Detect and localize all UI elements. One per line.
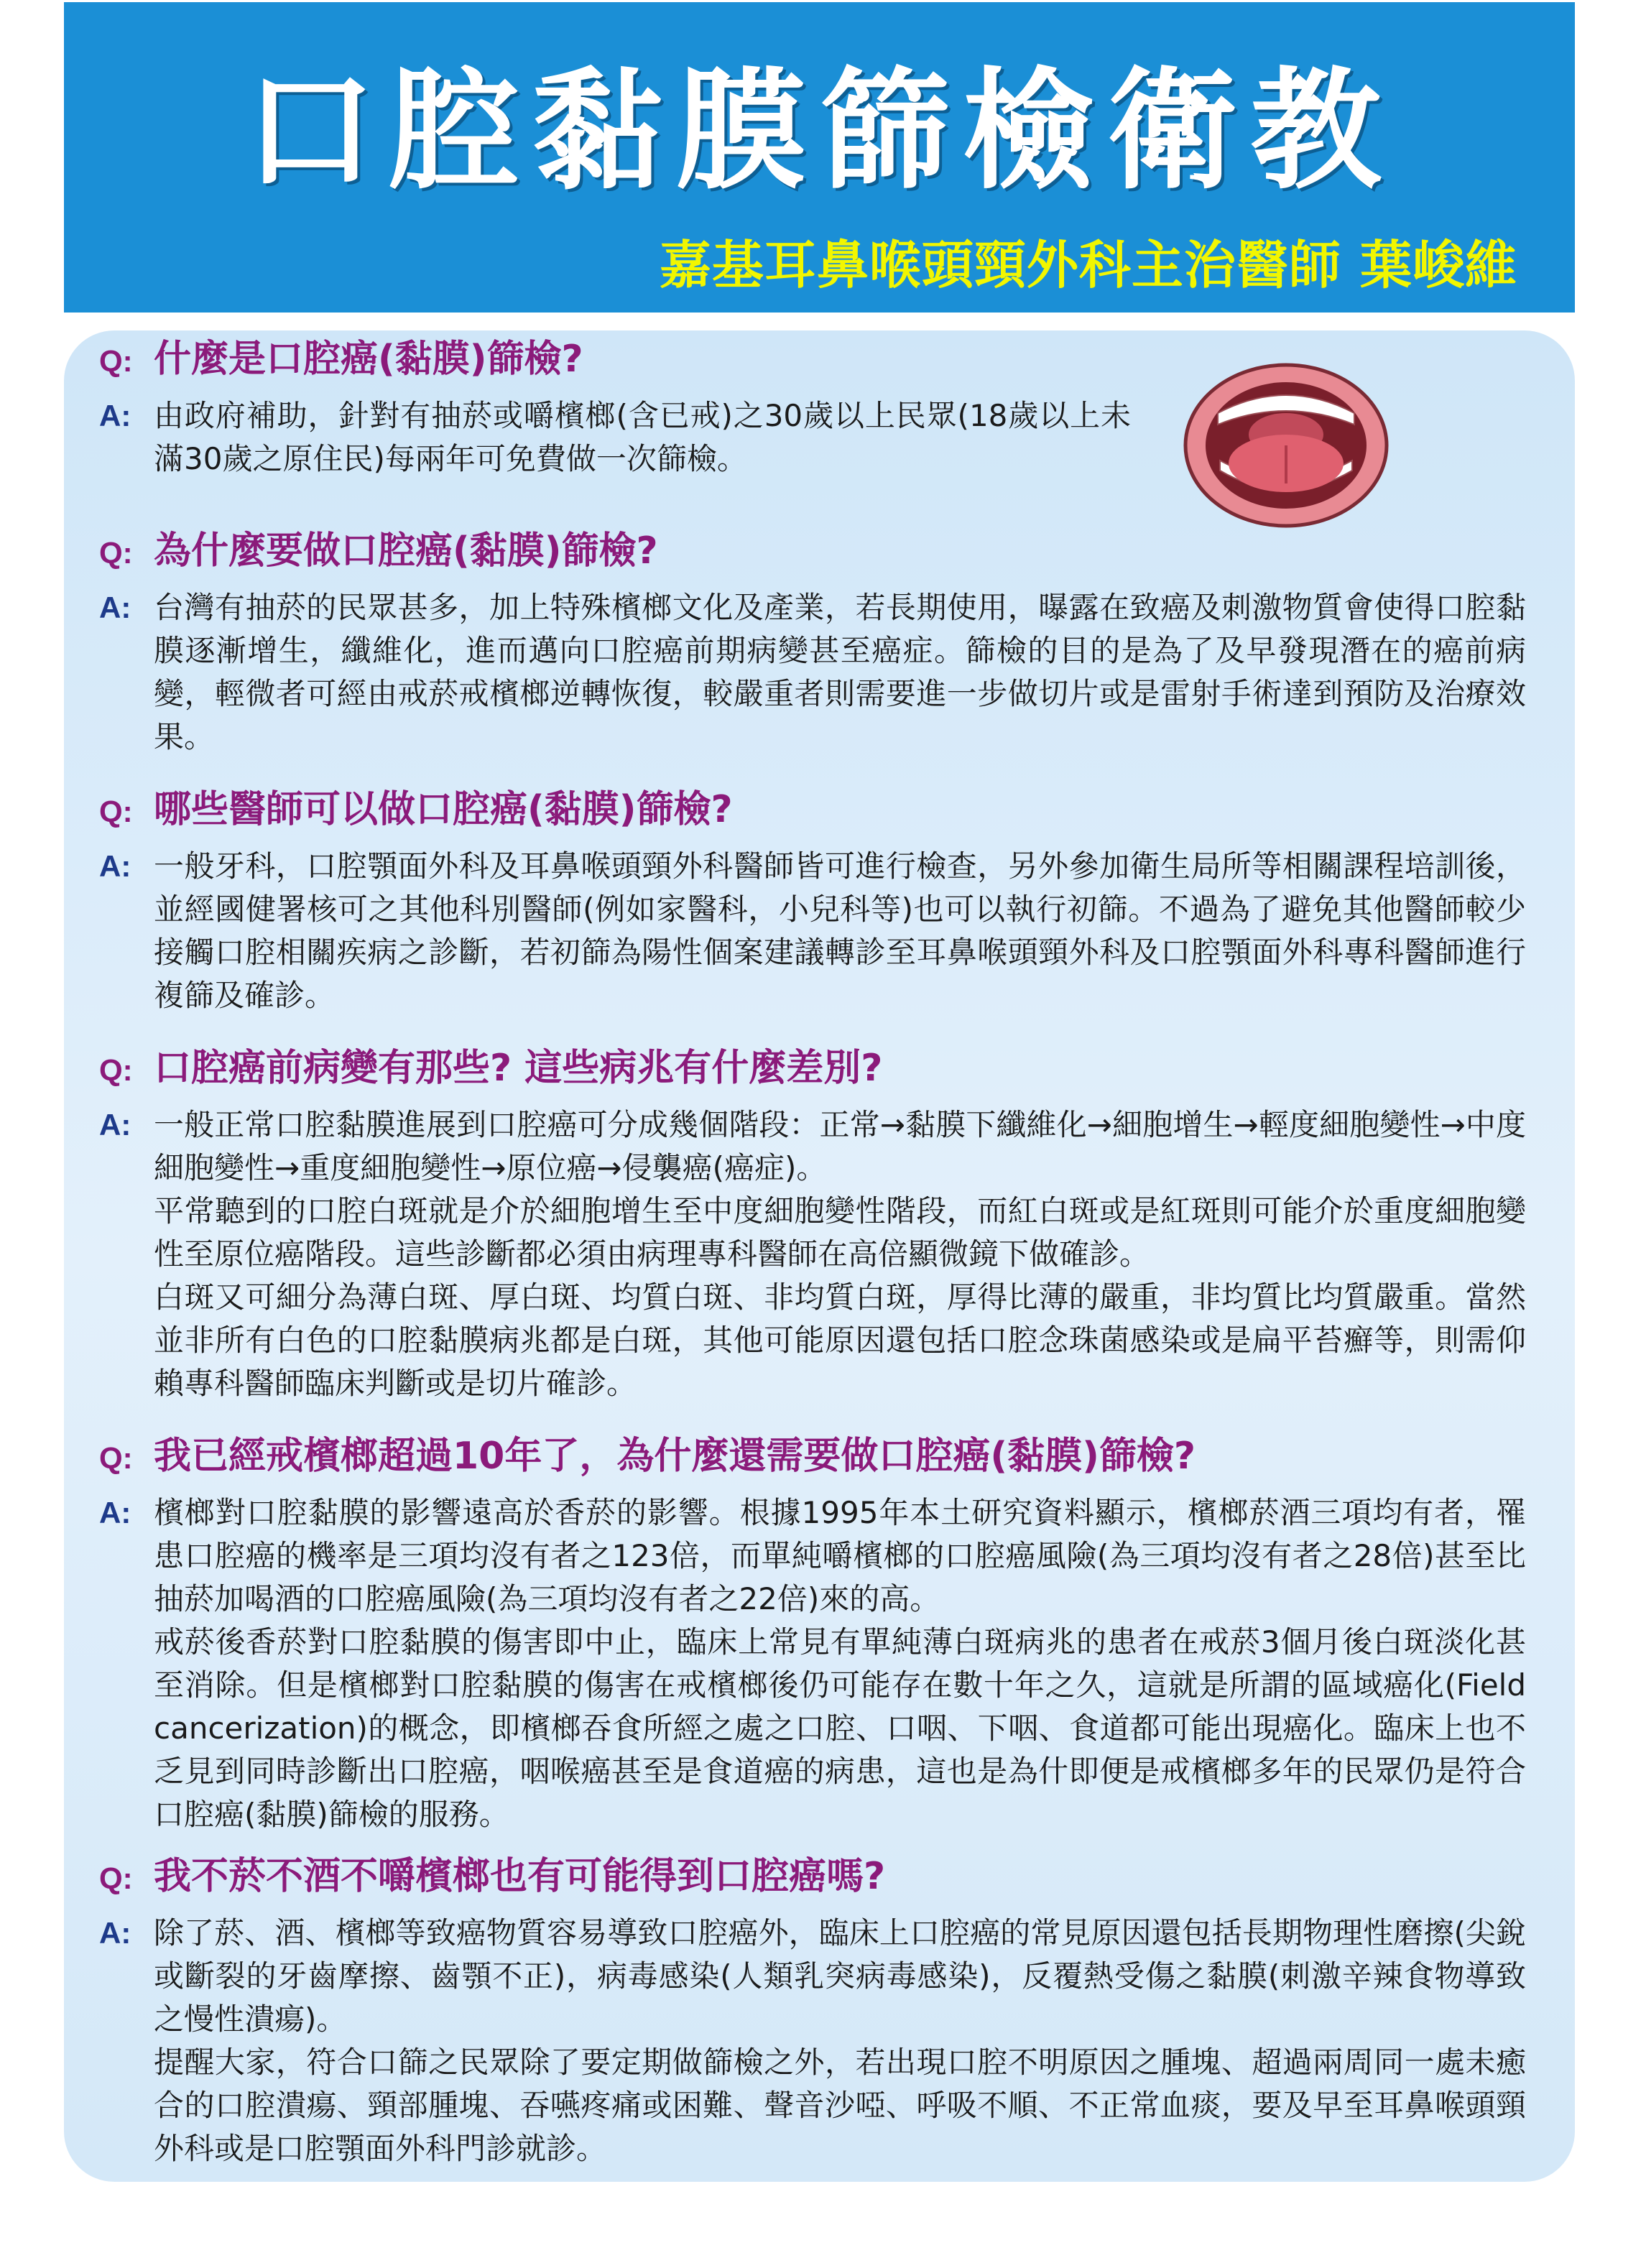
qa-block-4 [99, 1045, 1529, 1405]
answer-paragraph: 除了菸、酒、檳榔等致癌物質容易導致口腔癌外，臨床上口腔癌的常見原因還包括長期物理性磨擦(尖銳或斷裂的牙齒摩擦、齒顎不正)，病毒感染(人類乳突病毒感染)，反覆熱受傷之黏膜(刺激辛辣食物導致之慢性潰瘍)。 [154, 1915, 1526, 2037]
question-4 [99, 1045, 1529, 1092]
answer-paragraph: 一般牙科，口腔顎面外科及耳鼻喉頭頸外科醫師皆可進行檢查，另外參加衛生局所等相關課程培訓後，並經國健署核可之其他科別醫師(例如家醫科，小兒科等)也可以執行初篩。不過為了避免其他醫師較少接觸口腔相關疾病之診斷，若初篩為陽性個案建議轉診至耳鼻喉頭頸外科及口腔顎面外科專科醫師進行複篩及確診。 [154, 848, 1526, 1013]
question-text: 為什麼要做口腔癌(黏膜)篩檢? [154, 529, 658, 573]
answer-paragraph: 戒菸後香菸對口腔黏膜的傷害即中止，臨床上常見有單純薄白斑病兆的患者在戒菸3個月後白斑淡化甚至消除。但是檳榔對口腔黏膜的傷害在戒檳榔後仍可能存在數十年之久，這就是所謂的區域癌化(Field cancerization)的概念，即檳榔吞食所經之處之口腔、口咽、下咽、食道都可能出現癌化。臨床上也不乏見到同時診斷出口腔癌，咽喉癌甚至是食道癌的病患，這也是為什即便是戒檳榔多年的民眾仍是符合口腔癌(黏膜)篩檢的服務。 [154, 1624, 1526, 1832]
qa-block-6 [99, 1853, 1529, 2170]
q-label: Q: [99, 536, 133, 570]
answer-paragraph: 檳榔對口腔黏膜的影響遠高於香菸的影響。根據1995年本土研究資料顯示，檳榔菸酒三項均有者，罹患口腔癌的機率是三項均沒有者之123倍，而單純嚼檳榔的口腔癌風險(為三項均沒有者之28倍)甚至比抽菸加喝酒的口腔癌風險(為三項均沒有者之22倍)來的高。 [154, 1495, 1526, 1616]
answer-2 [99, 586, 1529, 759]
question-2 [99, 528, 1529, 575]
a-label: A: [99, 1916, 131, 1950]
question-3 [99, 787, 1529, 833]
question-text: 什麼是口腔癌(黏膜)篩檢? [154, 338, 583, 381]
a-label: A: [99, 849, 131, 883]
header-banner [64, 2, 1575, 313]
a-label: A: [99, 591, 131, 624]
question-5 [99, 1433, 1529, 1480]
question-6 [99, 1853, 1529, 1900]
page-title: 口腔黏膜篩檢衛教 [244, 55, 1395, 207]
q-label: Q: [99, 1861, 133, 1895]
qa-block-5 [99, 1433, 1529, 1836]
answer-4 [99, 1103, 1529, 1405]
question-text: 我不菸不酒不嚼檳榔也有可能得到口腔癌嗎? [154, 1855, 886, 1898]
qa-block-2 [99, 528, 1529, 759]
question-text: 口腔癌前病變有那些? 這些病兆有什麼差別? [154, 1047, 883, 1090]
answer-6 [99, 1912, 1529, 2170]
a-label: A: [99, 399, 131, 432]
answer-3 [99, 845, 1529, 1017]
qa-block-3 [99, 787, 1529, 1017]
a-label: A: [99, 1108, 131, 1142]
answer-paragraph: 平常聽到的口腔白斑就是介於細胞增生至中度細胞變性階段，而紅白斑或是紅斑則可能介於重度細胞變性至原位癌階段。這些診斷都必須由病理專科醫師在高倍顯微鏡下做確診。 [154, 1193, 1526, 1272]
question-text: 哪些醫師可以做口腔癌(黏膜)篩檢? [154, 788, 733, 831]
answer-paragraph: 一般正常口腔黏膜進展到口腔癌可分成幾個階段：正常→黏膜下纖維化→細胞增生→輕度細胞變性→中度細胞變性→重度細胞變性→原位癌→侵襲癌(癌症)。 [154, 1107, 1526, 1185]
a-label: A: [99, 1496, 131, 1529]
question-1 [99, 336, 1529, 383]
q-label: Q: [99, 795, 133, 828]
question-text: 我已經戒檳榔超過10年了，為什麼還需要做口腔癌(黏膜)篩檢? [154, 1435, 1196, 1478]
q-label: Q: [99, 344, 133, 378]
answer-1 [99, 394, 1529, 481]
answer-5 [99, 1491, 1529, 1836]
q-label: Q: [99, 1441, 133, 1475]
answer-paragraph: 提醒大家，符合口篩之民眾除了要定期做篩檢之外，若出現口腔不明原因之腫塊、超過兩周同一處未癒合的口腔潰瘍、頸部腫塊、吞嚥疼痛或困難、聲音沙啞、呼吸不順、不正常血痰，要及早至耳鼻喉頭頸外科或是口腔顎面外科門診就診。 [154, 2045, 1526, 2166]
answer-paragraph: 台灣有抽菸的民眾甚多，加上特殊檳榔文化及產業，若長期使用，曝露在致癌及刺激物質會使得口腔黏膜逐漸增生，纖維化，進而邁向口腔癌前期病變甚至癌症。篩檢的目的是為了及早發現潛在的癌前病變，輕微者可經由戒菸戒檳榔逆轉恢復，較嚴重者則需要進一步做切片或是雷射手術達到預防及治療效果。 [154, 590, 1526, 754]
answer-paragraph: 由政府補助，針對有抽菸或嚼檳榔(含已戒)之30歲以上民眾(18歲以上未滿30歲之原住民)每兩年可免費做一次篩檢。 [154, 398, 1131, 476]
qa-block-1 [99, 336, 1529, 481]
answer-paragraph: 白斑又可細分為薄白斑、厚白斑、均質白斑、非均質白斑，厚得比薄的嚴重，非均質比均質嚴重。當然並非所有白色的口腔黏膜病兆都是白斑，其他可能原因還包括口腔念珠菌感染或是扁平苔癬等，則需仰賴專科醫師臨床判斷或是切片確診。 [154, 1279, 1526, 1401]
author-byline: 嘉基耳鼻喉頭頸外科主治醫師 葉峻維 [659, 235, 1517, 295]
q-label: Q: [99, 1053, 133, 1087]
